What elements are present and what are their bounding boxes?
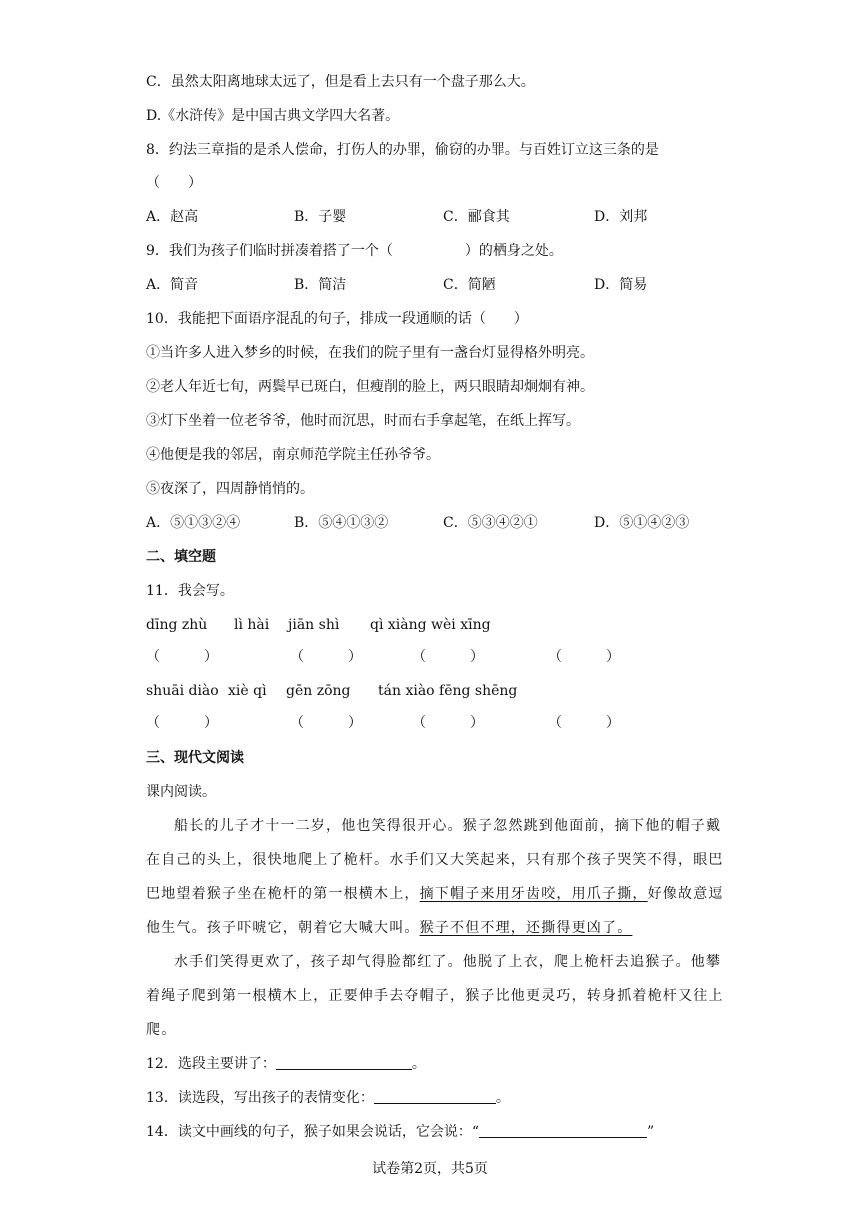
- question-14: 14．读文中画线的句子，猴子如果会说话，它会说：“ ”: [146, 1124, 655, 1140]
- answer-blank[interactable]: （ ）: [290, 715, 362, 731]
- passage-line: 巴地望着猴子坐在桅杆的第一根横木上，摘下帽子来用牙齿咬，用爪子撕，好像故意逗: [146, 886, 724, 902]
- question-12: 12．选段主要讲了： 。: [146, 1056, 426, 1072]
- pinyin-item: dīng zhù: [146, 617, 208, 633]
- sentence-5: ⑤夜深了，四周静悄悄的。: [146, 481, 314, 497]
- sentence-4: ④他便是我的邻居，南京师范学院主任孙爷爷。: [146, 447, 440, 463]
- answer-blank[interactable]: （ ）: [412, 715, 484, 731]
- sentence-2: ②老人年近七旬，两鬓早已斑白，但瘦削的脸上，两只眼睛却炯炯有神。: [146, 379, 594, 395]
- underlined-sentence: 摘下帽子来用牙齿咬，用爪子撕，: [419, 886, 648, 902]
- answer-line[interactable]: [374, 1089, 496, 1104]
- answer-blank[interactable]: （ ）: [146, 715, 218, 731]
- answer-line[interactable]: [479, 1123, 647, 1138]
- option-c[interactable]: C．⑤③④②①: [443, 515, 538, 531]
- passage-line: 在自己的头上，很快地爬上了桅杆。水手们又大笑起来，只有那个孩子哭笑不得，眼巴: [146, 852, 724, 868]
- answer-blank[interactable]: （ ）: [146, 649, 218, 665]
- passage-line: 爬。: [146, 1022, 177, 1038]
- passage-line: 着绳子爬到第一根横木上，正要伸手去夺帽子，猴子比他更灵巧，转身抓着桅杆又往上: [146, 988, 724, 1004]
- option-b[interactable]: B．⑤④①③②: [294, 515, 389, 531]
- question-10-stem: 10．我能把下面语序混乱的句子，排成一段通顺的话（ ）: [146, 311, 528, 327]
- reading-intro: 课内阅读。: [146, 784, 216, 800]
- passage-line: 水手们笑得更欢了，孩子却气得脸都红了。他脱了上衣，爬上桅杆去追猴子。他攀: [174, 954, 722, 970]
- question-8-stem: 8．约法三章指的是杀人偿命，打伤人的办罪，偷窃的办罪。与百姓订立这三条的是: [146, 142, 659, 158]
- pinyin-item: gēn zōng: [286, 683, 351, 699]
- passage-line: 船长的儿子才十一二岁，他也笑得很开心。猴子忽然跳到他面前，摘下他的帽子戴: [174, 818, 722, 834]
- pinyin-item: shuāi diào: [146, 683, 219, 699]
- question-13: 13．读选段，写出孩子的表情变化： 。: [146, 1090, 510, 1106]
- option-b[interactable]: B．简洁: [294, 277, 347, 293]
- question-9-stem: [146, 241, 563, 261]
- passage-line: 他生气。孩子吓唬它，朝着它大喊大叫。猴子不但不理，还撕得更凶了。: [146, 920, 633, 936]
- option-d[interactable]: D．简易: [594, 277, 648, 293]
- option-d[interactable]: D．⑤①④②③: [594, 515, 690, 531]
- option-c[interactable]: C．简陋: [443, 277, 496, 293]
- section-heading-fill-blank: 二、填空题: [146, 549, 216, 565]
- pinyin-item: xiè qì: [228, 683, 267, 699]
- answer-blank[interactable]: （ ）: [548, 649, 620, 665]
- stem-part: 9．我们为孩子们临时拼凑着搭了一个（: [146, 243, 393, 259]
- option-b[interactable]: B．子婴: [294, 209, 347, 225]
- pinyin-item: tán xiào fēng shēng: [378, 683, 518, 699]
- sentence-1: ①当许多人进入梦乡的时候，在我们的院子里有一盏台灯显得格外明亮。: [146, 345, 594, 361]
- pinyin-item: qì xiàng wèi xīng: [370, 617, 491, 633]
- answer-paren: （ ）: [146, 175, 202, 191]
- answer-blank[interactable]: （ ）: [548, 715, 620, 731]
- option-a[interactable]: A．赵高: [146, 209, 199, 225]
- option-c: C．虽然太阳离地球太远了，但是看上去只有一个盘子那么大。: [146, 74, 535, 90]
- answer-line[interactable]: [276, 1055, 412, 1070]
- option-c[interactable]: C．郦食其: [443, 209, 510, 225]
- answer-blank[interactable]: （ ）: [290, 649, 362, 665]
- pinyin-item: jiān shì: [288, 617, 340, 633]
- sentence-3: ③灯下坐着一位老爷爷，他时而沉思，时而右手拿起笔，在纸上挥写。: [146, 413, 580, 429]
- underlined-sentence: 猴子不但不理，还撕得更凶了。: [419, 920, 633, 936]
- pinyin-item: lì hài: [234, 617, 270, 633]
- option-a[interactable]: A．⑤①③②④: [146, 515, 241, 531]
- option-d: D.《水浒传》是中国古典文学四大名著。: [146, 108, 400, 124]
- question-11-stem: 11．我会写。: [146, 583, 234, 599]
- option-d[interactable]: D．刘邦: [594, 209, 648, 225]
- section-heading-reading: 三、现代文阅读: [146, 750, 244, 766]
- page-footer: 试卷第2页，共5页: [372, 1161, 488, 1177]
- stem-part: ）的栖身之处。: [464, 243, 563, 259]
- option-a[interactable]: A．简音: [146, 277, 199, 293]
- answer-blank[interactable]: （ ）: [412, 649, 484, 665]
